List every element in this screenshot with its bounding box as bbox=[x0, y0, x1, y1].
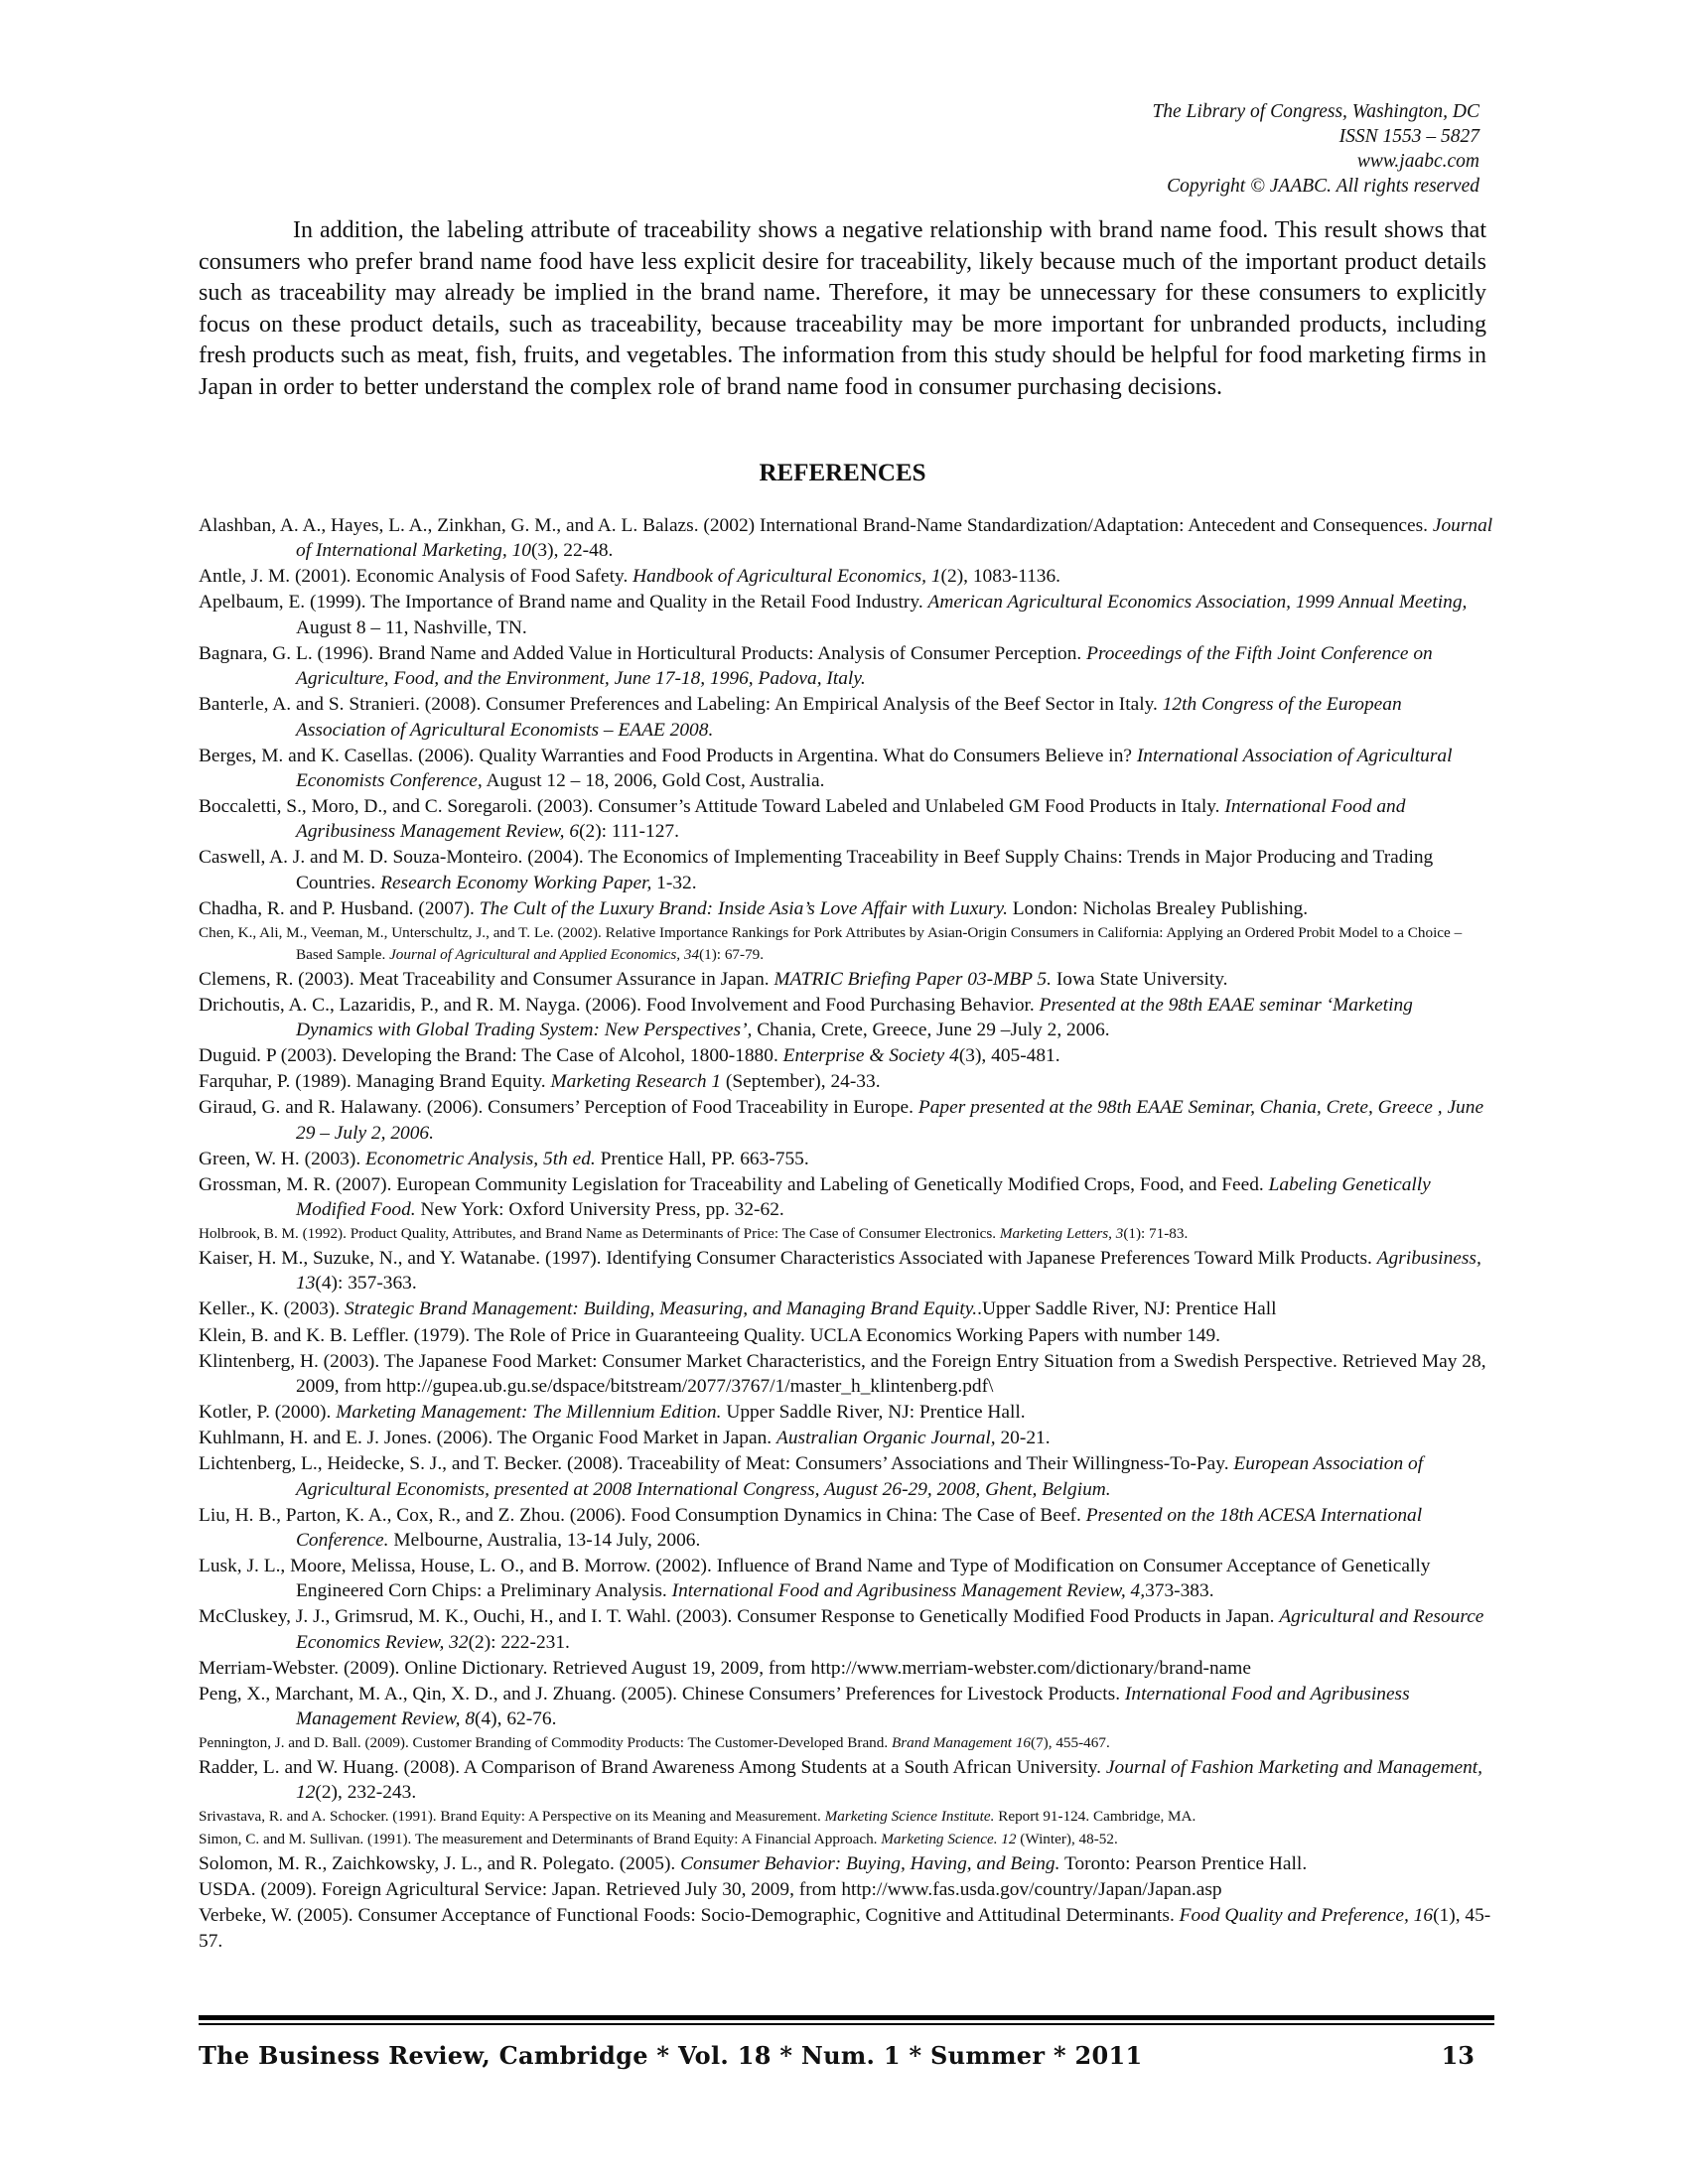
reference-text: Banterle, A. and S. Stranieri. (2008). Consumer Preferences and Labeling: An Empirical Analysis of the Beef Sector in Italy. bbox=[199, 694, 1163, 716]
reference-text: Keller., K. (2003). bbox=[199, 1298, 346, 1320]
reference-item bbox=[199, 1682, 1494, 1732]
reference-item bbox=[199, 744, 1494, 794]
reference-source: Journal of Fashion Marketing and Management, 12 bbox=[296, 1757, 1483, 1804]
reference-details: (2), 1083-1136. bbox=[940, 566, 1060, 588]
reference-details: (1): 71-83. bbox=[1123, 1225, 1189, 1243]
reference-details: (3), 22-48. bbox=[530, 540, 614, 562]
reference-item bbox=[199, 1554, 1494, 1604]
reference-item bbox=[199, 1604, 1494, 1655]
reference-source: International Food and Agribusiness Management Review, 6 bbox=[296, 796, 1406, 843]
reference-item bbox=[199, 1829, 1494, 1850]
reference-details: (Winter), 48-52. bbox=[1016, 1831, 1118, 1848]
reference-details: Report 91-124. Cambridge, MA. bbox=[994, 1808, 1196, 1826]
reference-text: Chen, K., Ali, M., Veeman, M., Unterschultz, J., and T. Le. (2002). Relative Importance Rankings for Pork Attributes by Asian-Origin Consumers in California: Applying an Ordered Probit Model to a Choice –Based Sample. bbox=[199, 923, 1463, 963]
reference-item bbox=[199, 1426, 1494, 1450]
reference-details: (7), 455-467. bbox=[1031, 1734, 1110, 1752]
reference-item bbox=[199, 1297, 1494, 1321]
reference-item bbox=[199, 1903, 1494, 1954]
reference-details: 373-383. bbox=[1145, 1580, 1214, 1602]
reference-source: Enterprise & Society 4 bbox=[782, 1045, 959, 1067]
reference-source: International Food and Agribusiness Management Review, 8 bbox=[296, 1683, 1410, 1730]
reference-text: Antle, J. M. (2001). Economic Analysis of Food Safety. bbox=[199, 566, 633, 588]
reference-text: Klein, B. and K. B. Leffler. (1979). The Role of Price in Guaranteeing Quality. UCLA Economics Working Papers with number 149. bbox=[199, 1324, 1220, 1346]
header-line-1: The Library of Congress, Washington, DC bbox=[1152, 101, 1479, 122]
reference-text: Kotler, P. (2000). bbox=[199, 1402, 337, 1424]
reference-source: Brand Management 16 bbox=[891, 1734, 1032, 1752]
reference-source: 12th Congress of the European Association of Agricultural Economists – EAAE 2008. bbox=[296, 694, 1402, 741]
reference-source: Consumer Behavior: Buying, Having, and Being. bbox=[680, 1853, 1060, 1875]
reference-details: Prentice Hall, PP. 663-755. bbox=[595, 1148, 809, 1169]
reference-source: Agricultural and Resource Economics Review, 32 bbox=[296, 1606, 1484, 1653]
reference-item bbox=[199, 845, 1494, 895]
reference-source: Paper presented at the 98th EAAE Seminar, Chania, Crete, Greece , June 29 – July 2, 2006. bbox=[296, 1097, 1484, 1144]
reference-source: Marketing Science Institute. bbox=[824, 1808, 995, 1826]
reference-item bbox=[199, 1877, 1494, 1902]
reference-item bbox=[199, 896, 1494, 921]
reference-source: Agribusiness, 13 bbox=[296, 1248, 1481, 1295]
reference-text: Simon, C. and M. Sullivan. (1991). The measurement and Determinants of Brand Equity: A Financial Approach. bbox=[199, 1831, 882, 1848]
reference-text: Lichtenberg, L., Heidecke, S. J., and T. Becker. (2008). Traceability of Meat: Consumers’ Associations and Their Willingness-To-Pay. bbox=[199, 1453, 1234, 1475]
reference-item bbox=[199, 967, 1494, 992]
header-line-3: www.jaabc.com bbox=[1356, 151, 1479, 172]
reference-details: (2), 232-243. bbox=[315, 1782, 417, 1804]
reference-item bbox=[199, 922, 1494, 966]
reference-details: New York: Oxford University Press, pp. 32-62. bbox=[415, 1199, 784, 1221]
reference-details: .Upper Saddle River, NJ: Prentice Hall bbox=[977, 1298, 1277, 1320]
reference-text: USDA. (2009). Foreign Agricultural Service: Japan. Retrieved July 30, 2009, from http://www.fas.usda.gov/country/Japan/Japan.asp bbox=[199, 1879, 1222, 1901]
reference-source: Presented at the 98th EAAE seminar ‘Marketing Dynamics with Global Trading System: New Perspectives’, bbox=[296, 994, 1413, 1041]
reference-details: London: Nicholas Brealey Publishing. bbox=[1007, 897, 1309, 919]
reference-details: (1): 67-79. bbox=[699, 945, 765, 963]
reference-details: (3), 405-481. bbox=[958, 1045, 1060, 1067]
reference-item bbox=[199, 1349, 1494, 1400]
reference-source: International Association of Agricultural Economists Conference, bbox=[296, 745, 1453, 791]
reference-source: Marketing Letters, 3 bbox=[999, 1225, 1124, 1243]
reference-source: Marketing Research 1 bbox=[550, 1071, 722, 1093]
reference-details: Iowa State University. bbox=[1051, 968, 1228, 990]
reference-item bbox=[199, 1147, 1494, 1171]
reference-item bbox=[199, 1095, 1494, 1146]
reference-details: Melbourne, Australia, 13-14 July, 2006. bbox=[388, 1529, 701, 1551]
reference-item bbox=[199, 1400, 1494, 1425]
reference-details: Upper Saddle River, NJ: Prentice Hall. bbox=[721, 1402, 1026, 1424]
reference-text: Holbrook, B. M. (1992). Product Quality, Attributes, and Brand Name as Determinants of Price: The Case of Consumer Electronics. bbox=[199, 1225, 1000, 1243]
reference-source: Research Economy Working Paper, bbox=[380, 872, 652, 893]
header-line-2: ISSN 1553 – 5827 bbox=[1338, 126, 1479, 147]
reference-details: 20-21. bbox=[995, 1428, 1051, 1449]
reference-source: Handbook of Agricultural Economics, 1 bbox=[633, 566, 941, 588]
reference-text: Peng, X., Marchant, M. A., Qin, X. D., and J. Zhuang. (2005). Chinese Consumers’ Preferences for Livestock Products. bbox=[199, 1683, 1125, 1705]
reference-item bbox=[199, 794, 1494, 845]
reference-source: MATRIC Briefing Paper 03-MBP 5. bbox=[774, 968, 1052, 990]
reference-item bbox=[199, 1732, 1494, 1754]
reference-source: Labeling Genetically Modified Food. bbox=[296, 1173, 1431, 1221]
reference-source: International Food and Agribusiness Management Review, 4, bbox=[671, 1580, 1146, 1602]
reference-text: Clemens, R. (2003). Meat Traceability and Consumer Assurance in Japan. bbox=[199, 968, 774, 990]
reference-source: American Agricultural Economics Association, 1999 Annual Meeting, bbox=[927, 592, 1468, 614]
reference-item bbox=[199, 1656, 1494, 1681]
reference-source: European Association of Agricultural Economists, presented at 2008 International Congress, August 26-29, 2008, Ghent, Belgium. bbox=[296, 1453, 1424, 1500]
reference-item bbox=[199, 1323, 1494, 1348]
reference-details: (2): 111-127. bbox=[579, 821, 679, 843]
reference-text: Farquhar, P. (1989). Managing Brand Equity. bbox=[199, 1071, 551, 1093]
reference-source: Marketing Science. 12 bbox=[881, 1831, 1017, 1848]
footer-rule-thick bbox=[199, 2015, 1494, 2020]
reference-source: Australian Organic Journal, bbox=[775, 1428, 996, 1449]
reference-text: Srivastava, R. and A. Schocker. (1991). Brand Equity: A Perspective on its Meaning and Measurement. bbox=[199, 1808, 825, 1826]
reference-item bbox=[199, 1755, 1494, 1806]
reference-text: Alashban, A. A., Hayes, L. A., Zinkhan, G. M., and A. L. Balazs. (2002) International Brand-Name Standardization/Adaptation: Antecedent and Consequences. bbox=[199, 515, 1433, 536]
reference-details: (4), 62-76. bbox=[475, 1708, 557, 1730]
page-number: 13 bbox=[1441, 2041, 1475, 2070]
reference-item bbox=[199, 1851, 1494, 1876]
reference-details: (1), 45-57. bbox=[199, 1905, 1491, 1952]
reference-item bbox=[199, 513, 1494, 564]
reference-text: Lusk, J. L., Moore, Melissa, House, L. O., and B. Morrow. (2002). Influence of Brand Name and Type of Modification on Consumer Acceptance of Genetically Engineered Corn Chips: a Preliminary Analysis. bbox=[199, 1556, 1431, 1602]
reference-source: Journal of Agricultural and Applied Economics, 34 bbox=[389, 945, 700, 963]
reference-item bbox=[199, 1223, 1494, 1245]
reference-source: Journal of International Marketing, 10 bbox=[296, 515, 1493, 562]
reference-details: (2): 222-231. bbox=[468, 1631, 570, 1653]
reference-text: McCluskey, J. J., Grimsrud, M. K., Ouchi, H., and I. T. Wahl. (2003). Consumer Response to Genetically Modified Food Products in Japan. bbox=[199, 1606, 1280, 1628]
reference-text: Drichoutis, A. C., Lazaridis, P., and R. M. Nayga. (2006). Food Involvement and Food Purchasing Behavior. bbox=[199, 994, 1040, 1016]
reference-text: Giraud, G. and R. Halawany. (2006). Consumers’ Perception of Food Traceability in Europe. bbox=[199, 1097, 918, 1119]
reference-text: Merriam-Webster. (2009). Online Dictionary. Retrieved August 19, 2009, from http://www.merriam-webster.com/dictionary/brand-name bbox=[199, 1657, 1251, 1679]
reference-details: (4): 357-363. bbox=[315, 1273, 417, 1295]
reference-item bbox=[199, 590, 1494, 640]
reference-text: Caswell, A. J. and M. D. Souza-Monteiro. (2004). The Economics of Implementing Traceability in Beef Supply Chains: Trends in Major Producing and Trading Countries. bbox=[199, 847, 1434, 893]
footer-journal-info: The Business Review, Cambridge * Vol. 18 * Num. 1 * Summer * 2011 bbox=[199, 2041, 1143, 2070]
reference-item bbox=[199, 641, 1494, 692]
reference-text: Green, W. H. (2003). bbox=[199, 1148, 366, 1169]
header-line-4: Copyright © JAABC. All rights reserved bbox=[1167, 176, 1479, 197]
reference-text: Kaiser, H. M., Suzuke, N., and Y. Watanabe. (1997). Identifying Consumer Characteristics Associated with Japanese Preferences Toward Milk Products. bbox=[199, 1248, 1377, 1270]
reference-item bbox=[199, 1451, 1494, 1502]
reference-source: Marketing Management: The Millennium Edition. bbox=[336, 1402, 722, 1424]
reference-item bbox=[199, 692, 1494, 743]
reference-details: Chania, Crete, Greece, June 29 –July 2, 2006. bbox=[752, 1020, 1110, 1041]
reference-source: Econometric Analysis, 5th ed. bbox=[365, 1148, 596, 1169]
journal-header bbox=[963, 99, 1479, 199]
reference-source: Proceedings of the Fifth Joint Conference on Agriculture, Food, and the Environment, June 17-18, 1996, Padova, Italy. bbox=[296, 642, 1433, 690]
reference-text: Bagnara, G. L. (1996). Brand Name and Added Value in Horticultural Products: Analysis of Consumer Perception. bbox=[199, 642, 1087, 664]
reference-text: Duguid. P (2003). Developing the Brand: The Case of Alcohol, 1800-1880. bbox=[199, 1045, 783, 1067]
reference-source: Strategic Brand Management: Building, Measuring, and Managing Brand Equity. bbox=[345, 1298, 978, 1320]
reference-details: Toronto: Pearson Prentice Hall. bbox=[1059, 1853, 1308, 1875]
reference-text: Boccaletti, S., Moro, D., and C. Soregaroli. (2003). Consumer’s Attitude Toward Labeled and Unlabeled GM Food Products in Italy. bbox=[199, 796, 1225, 818]
reference-source: Food Quality and Preference, 16 bbox=[1179, 1905, 1434, 1927]
reference-text: Chadha, R. and P. Husband. (2007). bbox=[199, 897, 480, 919]
reference-item bbox=[199, 1069, 1494, 1094]
reference-item bbox=[199, 1043, 1494, 1068]
reference-text: Liu, H. B., Parton, K. A., Cox, R., and Z. Zhou. (2006). Food Consumption Dynamics in China: The Case of Beef. bbox=[199, 1504, 1086, 1526]
reference-source: The Cult of the Luxury Brand: Inside Asia’s Love Affair with Luxury. bbox=[479, 897, 1008, 919]
reference-text: Solomon, M. R., Zaichkowsky, J. L., and R. Polegato. (2005). bbox=[199, 1853, 681, 1875]
reference-text: Klintenberg, H. (2003). The Japanese Food Market: Consumer Market Characteristics, and the Foreign Entry Situation from a Swedish Perspective. Retrieved May 28, 2009, from http://gupea.ub.gu.se/dspace/bitstream/2077/3767/1/master_h_klintenberg.pdf\ bbox=[199, 1350, 1486, 1397]
reference-text: Verbeke, W. (2005). Consumer Acceptance of Functional Foods: Socio-Demographic, Cognitive and Attitudinal Determinants. bbox=[199, 1905, 1180, 1927]
references-heading: REFERENCES bbox=[759, 460, 926, 486]
footer-rule-thin bbox=[199, 2023, 1494, 2025]
reference-item bbox=[199, 1172, 1494, 1223]
reference-item bbox=[199, 1246, 1494, 1297]
reference-text: Pennington, J. and D. Ball. (2009). Customer Branding of Commodity Products: The Customer-Developed Brand. bbox=[199, 1734, 892, 1752]
reference-text: Kuhlmann, H. and E. J. Jones. (2006). The Organic Food Market in Japan. bbox=[199, 1428, 776, 1449]
reference-text: Apelbaum, E. (1999). The Importance of Brand name and Quality in the Retail Food Industry. bbox=[199, 592, 928, 614]
reference-details: (September), 24-33. bbox=[721, 1071, 881, 1093]
reference-text: Berges, M. and K. Casellas. (2006). Quality Warranties and Food Products in Argentina. What do Consumers Believe in? bbox=[199, 745, 1137, 766]
body-paragraph: In addition, the labeling attribute of traceability shows a negative relationship with brand name food. This result shows that consumers who prefer brand name food have less explicit desire for traceability, likely because much of the important product details such as traceability may already be implied in the brand name. Therefore, it may be unnecessary for these consumers to explicitly focus on these product details, such as traceability, because traceability may be more important for unbranded products, including fresh products such as meat, fish, fruits, and vegetables. The information from this study should be helpful for food marketing firms in Japan in order to better understand the complex role of brand name food in consumer purchasing decisions. bbox=[199, 217, 1486, 400]
references-list bbox=[199, 513, 1494, 1955]
reference-text: Radder, L. and W. Huang. (2008). A Comparison of Brand Awareness Among Students at a South African University. bbox=[199, 1757, 1106, 1779]
reference-item bbox=[199, 1503, 1494, 1554]
reference-item bbox=[199, 993, 1494, 1043]
reference-details: 1-32. bbox=[651, 872, 697, 893]
reference-details: August 8 – 11, Nashville, TN. bbox=[296, 616, 527, 638]
reference-text: Grossman, M. R. (2007). European Community Legislation for Traceability and Labeling of Genetically Modified Crops, Food, and Feed. bbox=[199, 1173, 1269, 1195]
reference-details: August 12 – 18, 2006, Gold Cost, Australia. bbox=[482, 769, 825, 791]
reference-source: Presented on the 18th ACESA International Conference. bbox=[296, 1504, 1423, 1551]
reference-item bbox=[199, 564, 1494, 589]
reference-item bbox=[199, 1806, 1494, 1828]
